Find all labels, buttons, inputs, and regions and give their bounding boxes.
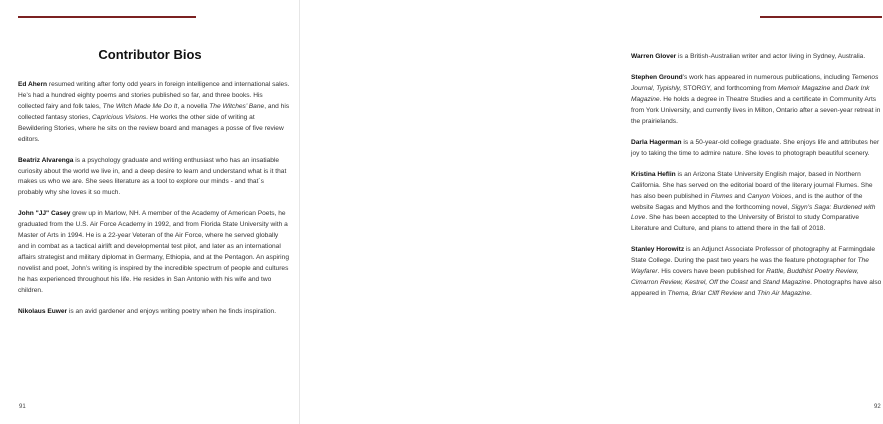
bio-entry [631,245,883,300]
header-rule-right [760,16,882,18]
page-title: Contributor Bios [98,47,202,62]
bio-entry [18,80,290,145]
bio-text: . He works the other side of writing at Bewildering Stories, where he sits on the review board and manages a posse of five review editors. [18,113,284,143]
contributor-name: Stanley Horowitz [631,246,685,254]
bio-entry [631,52,883,63]
bio-entry [631,73,883,128]
page-number-left: 91 [19,404,26,410]
bios-column-right [631,52,883,310]
contributor-name: Warren Glover [631,53,677,60]
publication-title: Stand Magazine [762,279,811,287]
bio-text: is an avid gardener and enjoys writing poetry when he finds inspiration. [67,307,277,315]
contributor-name: John "JJ" Casey [18,210,71,218]
publication-title: Thema, Briar Cliff Review [667,290,743,298]
bio-entry [631,170,883,235]
bio-text: . He holds a degree in Theatre Studies and a certificate in Community Arts from York University, and currently lives in Milton, Ontario after a seven-year retreat in the prairielands. [631,95,881,125]
bio-text: , and his collected fantasy stories, [18,102,290,121]
bio-text: grew up in Marlow, NH. A member of the Academy of American Poets, he graduated from the U.S. Air Force Academy in 1992, and from Florida State University with a Master of Arts in 1994. He is a 22-year Veteran of the Air Force, where he served globally and in combat as a tactical airlift and developmental test pilot, and later as an international affairs strategist and military diplomat in Germany, Ethiopia, and at the Pentagon. An aspiring novelist and poet, John’s writing is inspired by the incredible spectrum of people and cultures he has experienced throughout his life. He resides in San Antonio with his wife and two children. [18,210,289,294]
bio-text: . [810,290,812,298]
contributor-name: Beatriz Alvarenga [18,156,74,164]
publication-title: Capricious Visions [92,113,147,121]
bio-text: , and is the author of the website Sagas and Mythos and the forthcoming novel, [631,192,863,211]
publication-title: Flumes [710,192,733,200]
bio-text: and [747,279,763,287]
bio-text: is a psychology graduate and writing enthusiast who has an insatiable curiosity about the world we live in, and a deep desire to learn and understand what is it that makes us who we are. She sees literature as a tool to explore our minds - and that´s probably why she loves it so much. [18,156,287,197]
contributor-name: Ed Ahern [18,81,48,88]
bio-entry [18,307,290,318]
publication-title: Sigyn’s Saga: Burdened with Love [631,203,876,222]
bio-text: STORGY, and forthcoming from [681,85,778,92]
bio-entry [631,138,883,160]
page-number-right: 92 [874,404,881,410]
header-rule-left [18,16,196,18]
bio-entry [18,209,290,296]
bio-text: resumed writing after forty odd years in foreign intelligence and international sales. He’s had a hundred eighty poems and stories published so far, and three books. His collected fairy and folk tales, [18,81,290,110]
bio-text: is a 50-year-old college graduate. She enjoys life and attributes her joy to taking the time to admire nature. She loves to photograph beautiful scenery. [631,138,880,157]
bio-text: , a novella [177,102,210,110]
right-page [300,0,882,424]
bio-text: is an Adjunct Associate Professor of photography at Farmingdale State College. During the past two years he was the feature photographer for [631,246,876,265]
bio-text: is a British-Australian writer and actor living in Sydney, Australia. [676,53,866,60]
left-page [0,0,300,424]
bio-text: . His covers have been published for [657,268,767,276]
bio-text: . Photographs have also appeared in [631,279,882,298]
publication-title: The Witch Made Me Do It [102,102,178,110]
contributor-name: Nikolaus Euwer [18,307,68,315]
contributor-name: Stephen Ground [631,74,683,82]
bio-text: and [742,290,758,298]
bio-text: . She has been accepted to the University of Bristol to study Comparative Literature and Culture, and plans to attend there in the fall of 2018. [631,214,859,233]
publication-title: The Wayfarer [631,257,869,276]
contributor-name: Kristina Heflin [631,170,676,178]
bio-text: is an Arizona State University English major, based in Northern California. She has served on the editorial board of the literary journal Flumes. She has also been published in [631,170,873,200]
contributor-name: Darla Hagerman [631,138,682,146]
bio-text: and [830,85,845,92]
publication-title: Dark Ink Magazine [631,85,870,103]
publication-title: Rattle, Buddhist Poetry Review, Cimarron Review, Kestrel, Off the Coast [631,268,859,287]
bio-entry [18,156,290,200]
bio-text: and [732,192,748,200]
publication-title: The Witches’ Bane [209,102,265,110]
publication-title: Thin Air Magazine [757,290,810,298]
bio-text: ’s work has appeared in numerous publications, including [682,74,852,82]
bios-column-left [18,80,290,328]
publication-title: Memoir Magazine [777,85,831,92]
publication-title: Canyon Voices [747,192,792,200]
publication-title: Temenos Journal, Typishly, [631,74,879,92]
